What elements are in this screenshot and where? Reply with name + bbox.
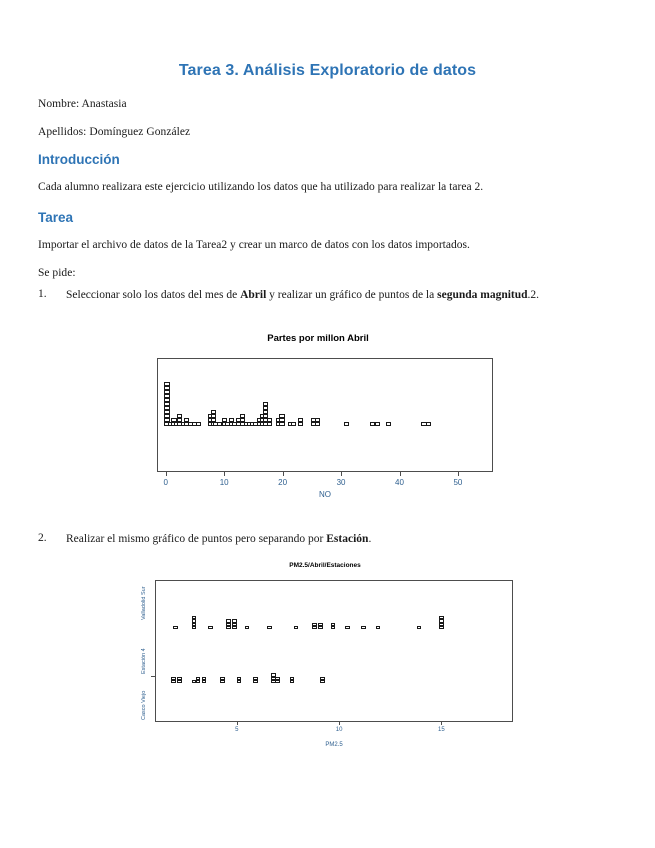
list-item-bold-a: Abril	[240, 289, 267, 301]
x-tick-label: 15	[438, 727, 445, 733]
data-point	[192, 626, 197, 629]
chart-partes-por-millon-abril	[118, 333, 518, 508]
chart2-title: PM2.5/Abril/Estaciones	[289, 562, 361, 569]
x-tick-mark	[224, 472, 225, 476]
data-point	[279, 414, 284, 418]
data-point	[253, 677, 258, 680]
data-point	[417, 626, 422, 629]
x-tick-label: 20	[278, 478, 288, 487]
data-point	[267, 422, 272, 426]
field-apellidos: Apellidos: Domínguez González	[38, 126, 191, 138]
data-point	[376, 626, 381, 629]
x-tick-label: 40	[395, 478, 404, 487]
x-tick-mark	[400, 472, 401, 476]
data-point	[164, 406, 169, 410]
data-point	[164, 386, 169, 390]
x-tick-mark	[341, 472, 342, 476]
paragraph-importar: Importar el archivo de datos de la Tarea2 y crear un marco de datos con los datos importados.	[38, 239, 470, 251]
x-tick-mark	[441, 722, 442, 725]
y-tick-label: Estación 4	[141, 648, 147, 674]
data-point	[345, 626, 350, 629]
list-item-text-a: Seleccionar solo los datos del mes de	[66, 289, 241, 301]
x-tick-label: 30	[336, 478, 346, 487]
data-point	[192, 619, 197, 622]
data-point	[312, 626, 317, 629]
data-point	[263, 406, 268, 410]
field-nombre: Nombre: Anastasia	[38, 98, 127, 110]
list-item-number: 2.	[38, 532, 47, 544]
data-point	[267, 418, 272, 422]
data-point	[318, 623, 323, 626]
data-point	[164, 410, 169, 414]
data-point	[386, 422, 391, 426]
data-point	[240, 414, 245, 418]
chart1-title: Partes por millon Abril	[267, 333, 369, 344]
data-point	[439, 626, 444, 629]
data-point	[298, 422, 303, 426]
data-point	[232, 623, 237, 626]
chart2-plot-area	[155, 580, 513, 722]
data-point	[192, 623, 197, 626]
data-point	[439, 619, 444, 622]
page-title: Tarea 3. Análisis Exploratorio de datos	[178, 62, 477, 79]
data-point	[226, 626, 231, 629]
data-point	[312, 623, 317, 626]
y-tick-label: Casco Viejo	[141, 690, 147, 720]
data-point	[208, 626, 213, 629]
data-point	[202, 680, 207, 683]
data-point	[263, 402, 268, 406]
data-point	[226, 619, 231, 622]
data-point	[439, 623, 444, 626]
data-point	[220, 680, 225, 683]
y-tick-label: Valladolid Sur	[141, 586, 147, 620]
data-point	[232, 619, 237, 622]
list-item	[38, 288, 598, 303]
chart2-x-axis-label: PM2.5	[325, 742, 343, 748]
data-point	[344, 422, 349, 426]
data-point	[171, 677, 176, 680]
data-point	[290, 677, 295, 680]
data-point	[164, 382, 169, 386]
paragraph-se-pide: Se pide:	[38, 267, 76, 279]
data-point	[320, 680, 325, 683]
data-point	[196, 422, 201, 426]
data-point	[220, 677, 225, 680]
data-point	[291, 422, 296, 426]
x-tick-label: 50	[453, 478, 463, 487]
x-tick-label: 0	[163, 478, 168, 487]
list-item-bold-a: Estación	[326, 533, 369, 545]
data-point	[315, 422, 320, 426]
paragraph-introduccion: Cada alumno realizara este ejercicio utilizando los datos que ha utilizado para realizar la tarea 2.	[38, 181, 484, 193]
list-item-text	[66, 532, 618, 547]
x-tick-mark	[339, 722, 340, 725]
data-point	[439, 616, 444, 619]
data-point	[290, 680, 295, 683]
data-point	[361, 626, 366, 629]
chart1-x-axis-label: NO	[319, 490, 331, 499]
data-point	[263, 410, 268, 414]
list-item-text	[66, 288, 598, 303]
data-point	[294, 626, 299, 629]
x-tick-label: 10	[219, 478, 229, 487]
data-point	[237, 677, 242, 680]
data-point	[226, 623, 231, 626]
data-point	[245, 626, 250, 629]
data-point	[164, 414, 169, 418]
data-point	[232, 626, 237, 629]
data-point	[192, 616, 197, 619]
data-point	[279, 422, 284, 426]
heading-introduccion: Introducción	[38, 152, 120, 167]
list-item	[38, 532, 618, 547]
data-point	[164, 402, 169, 406]
x-tick-mark	[166, 472, 167, 476]
x-tick-mark	[237, 722, 238, 725]
data-point	[177, 680, 182, 683]
data-point	[267, 626, 272, 629]
y-tick-mark	[151, 676, 155, 677]
x-tick-label: 10	[335, 727, 343, 733]
data-point	[331, 623, 336, 626]
heading-tarea: Tarea	[38, 210, 74, 225]
x-tick-label: 5	[235, 727, 239, 733]
data-point	[196, 677, 201, 680]
data-point	[315, 418, 320, 422]
data-point	[171, 680, 176, 683]
data-point	[298, 418, 303, 422]
data-point	[253, 680, 258, 683]
data-point	[237, 680, 242, 683]
data-point	[196, 680, 201, 683]
data-point	[275, 680, 280, 683]
list-item-number: 1.	[38, 288, 47, 300]
data-point	[211, 414, 216, 418]
data-point	[164, 398, 169, 402]
data-point	[331, 626, 336, 629]
data-point	[164, 394, 169, 398]
x-tick-mark	[458, 472, 459, 476]
list-item-text-b: .	[368, 533, 372, 545]
chart-pm25-abril-estaciones	[130, 562, 520, 777]
list-item-text-b: y realizar un gráfico de puntos de la	[266, 289, 438, 301]
list-item-text-c: .2.	[527, 289, 540, 301]
data-point	[211, 410, 216, 414]
data-point	[279, 418, 284, 422]
data-point	[202, 677, 207, 680]
list-item-text-a: Realizar el mismo gráfico de puntos pero separando por	[66, 533, 327, 545]
data-point	[177, 677, 182, 680]
data-point	[177, 414, 182, 418]
data-point	[375, 422, 380, 426]
data-point	[320, 677, 325, 680]
data-point	[275, 677, 280, 680]
data-point	[318, 626, 323, 629]
data-point	[426, 422, 431, 426]
data-point	[164, 390, 169, 394]
data-point	[173, 626, 178, 629]
list-item-bold-b: segunda magnitud	[437, 289, 528, 301]
x-tick-mark	[283, 472, 284, 476]
